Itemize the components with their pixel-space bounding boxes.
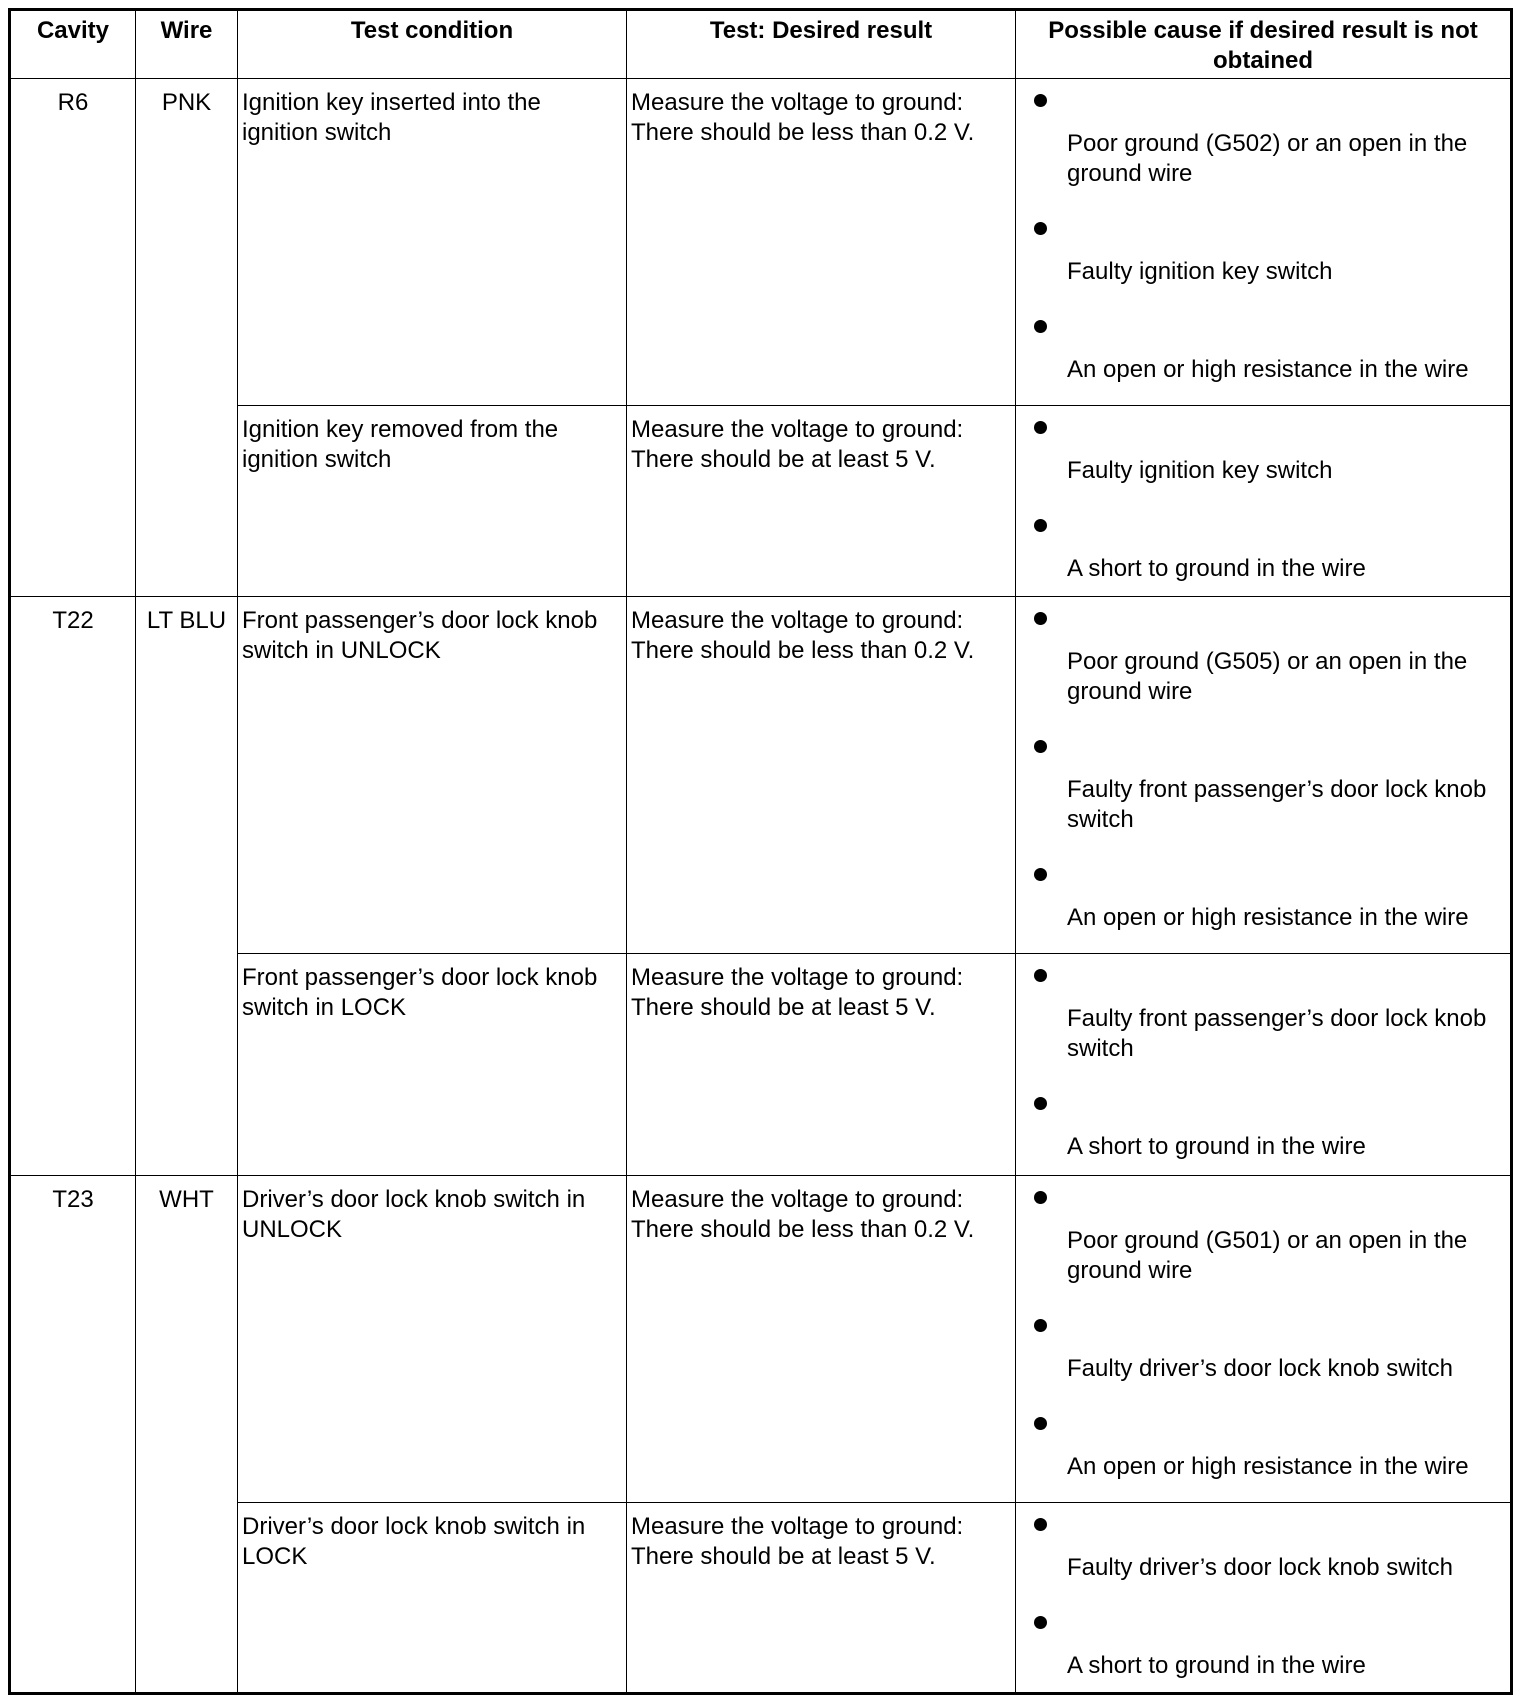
cause-text: Faulty ignition key switch <box>1067 258 1333 285</box>
bullet-icon <box>1034 1097 1047 1110</box>
bullet-icon <box>1034 1417 1047 1430</box>
header-cavity: Cavity <box>10 10 136 79</box>
cause-list <box>1016 1503 1510 1681</box>
cause-text: Faulty ignition key switch <box>1067 457 1333 484</box>
cavity-cell: R6 <box>10 79 136 597</box>
desired-result-cell: Measure the voltage to ground: There should be at least 5 V. <box>627 1503 1016 1694</box>
header-desired-result: Test: Desired result <box>627 10 1016 79</box>
cause-text: A short to ground in the wire <box>1067 1652 1366 1679</box>
header-row <box>10 10 1512 79</box>
list-item <box>1022 725 1510 835</box>
list-item <box>1022 504 1510 584</box>
desired-result-cell: Measure the voltage to ground: There should be less than 0.2 V. <box>627 1176 1016 1503</box>
bullet-icon <box>1034 94 1047 107</box>
wire-cell: LT BLU <box>136 597 238 1176</box>
wire-cell: WHT <box>136 1176 238 1694</box>
cause-text: Poor ground (G505) or an open in the ground wire <box>1067 648 1468 705</box>
possible-cause-cell <box>1016 954 1512 1176</box>
possible-cause-cell <box>1016 597 1512 954</box>
cause-text: An open or high resistance in the wire <box>1067 904 1469 931</box>
possible-cause-cell <box>1016 406 1512 597</box>
cavity-cell: T23 <box>10 1176 136 1694</box>
table-row <box>10 597 1512 954</box>
cause-text: A short to ground in the wire <box>1067 1133 1366 1160</box>
bullet-icon <box>1034 222 1047 235</box>
cause-text: Poor ground (G501) or an open in the ground wire <box>1067 1227 1468 1284</box>
bullet-icon <box>1034 519 1047 532</box>
cause-list <box>1016 1176 1510 1482</box>
test-condition-cell: Ignition key inserted into the ignition switch <box>238 79 627 406</box>
cause-text: Faulty driver’s door lock knob switch <box>1067 1355 1453 1382</box>
cause-text: An open or high resistance in the wire <box>1067 356 1469 383</box>
test-condition-cell: Ignition key removed from the ignition switch <box>238 406 627 597</box>
cause-list <box>1016 954 1510 1162</box>
bullet-icon <box>1034 612 1047 625</box>
cause-text: An open or high resistance in the wire <box>1067 1453 1469 1480</box>
bullet-icon <box>1034 868 1047 881</box>
header-test-condition: Test condition <box>238 10 627 79</box>
list-item <box>1022 79 1510 189</box>
desired-result-cell: Measure the voltage to ground: There should be at least 5 V. <box>627 954 1016 1176</box>
table-row <box>10 79 1512 406</box>
cause-text: Faulty front passenger’s door lock knob switch <box>1067 1005 1487 1062</box>
list-item <box>1022 1304 1510 1384</box>
bullet-icon <box>1034 421 1047 434</box>
desired-result-cell: Measure the voltage to ground: There should be less than 0.2 V. <box>627 79 1016 406</box>
bullet-icon <box>1034 1191 1047 1204</box>
connector-test-table <box>8 8 1513 1695</box>
list-item <box>1022 1601 1510 1681</box>
desired-result-cell: Measure the voltage to ground: There should be less than 0.2 V. <box>627 597 1016 954</box>
bullet-icon <box>1034 1518 1047 1531</box>
cause-text: A short to ground in the wire <box>1067 555 1366 582</box>
list-item <box>1022 1503 1510 1583</box>
possible-cause-cell <box>1016 1503 1512 1694</box>
possible-cause-cell <box>1016 1176 1512 1503</box>
test-condition-cell: Front passenger’s door lock knob switch in LOCK <box>238 954 627 1176</box>
possible-cause-cell <box>1016 79 1512 406</box>
list-item <box>1022 853 1510 933</box>
list-item <box>1022 305 1510 385</box>
table-row <box>10 1176 1512 1503</box>
list-item <box>1022 406 1510 486</box>
cause-list <box>1016 597 1510 933</box>
bullet-icon <box>1034 1616 1047 1629</box>
header-possible-cause: Possible cause if desired result is not obtained <box>1016 10 1512 79</box>
cause-list <box>1016 79 1510 385</box>
cause-list <box>1016 406 1510 584</box>
list-item <box>1022 1082 1510 1162</box>
bullet-icon <box>1034 320 1047 333</box>
cause-text: Poor ground (G502) or an open in the ground wire <box>1067 130 1468 187</box>
header-wire: Wire <box>136 10 238 79</box>
test-condition-cell: Driver’s door lock knob switch in LOCK <box>238 1503 627 1694</box>
desired-result-cell: Measure the voltage to ground: There should be at least 5 V. <box>627 406 1016 597</box>
bullet-icon <box>1034 740 1047 753</box>
list-item <box>1022 954 1510 1064</box>
cause-text: Faulty driver’s door lock knob switch <box>1067 1554 1453 1581</box>
bullet-icon <box>1034 1319 1047 1332</box>
list-item <box>1022 1176 1510 1286</box>
test-condition-cell: Front passenger’s door lock knob switch in UNLOCK <box>238 597 627 954</box>
bullet-icon <box>1034 969 1047 982</box>
cause-text: Faulty front passenger’s door lock knob switch <box>1067 776 1487 833</box>
list-item <box>1022 207 1510 287</box>
list-item <box>1022 1402 1510 1482</box>
test-condition-cell: Driver’s door lock knob switch in UNLOCK <box>238 1176 627 1503</box>
wire-cell: PNK <box>136 79 238 597</box>
cavity-cell: T22 <box>10 597 136 1176</box>
list-item <box>1022 597 1510 707</box>
